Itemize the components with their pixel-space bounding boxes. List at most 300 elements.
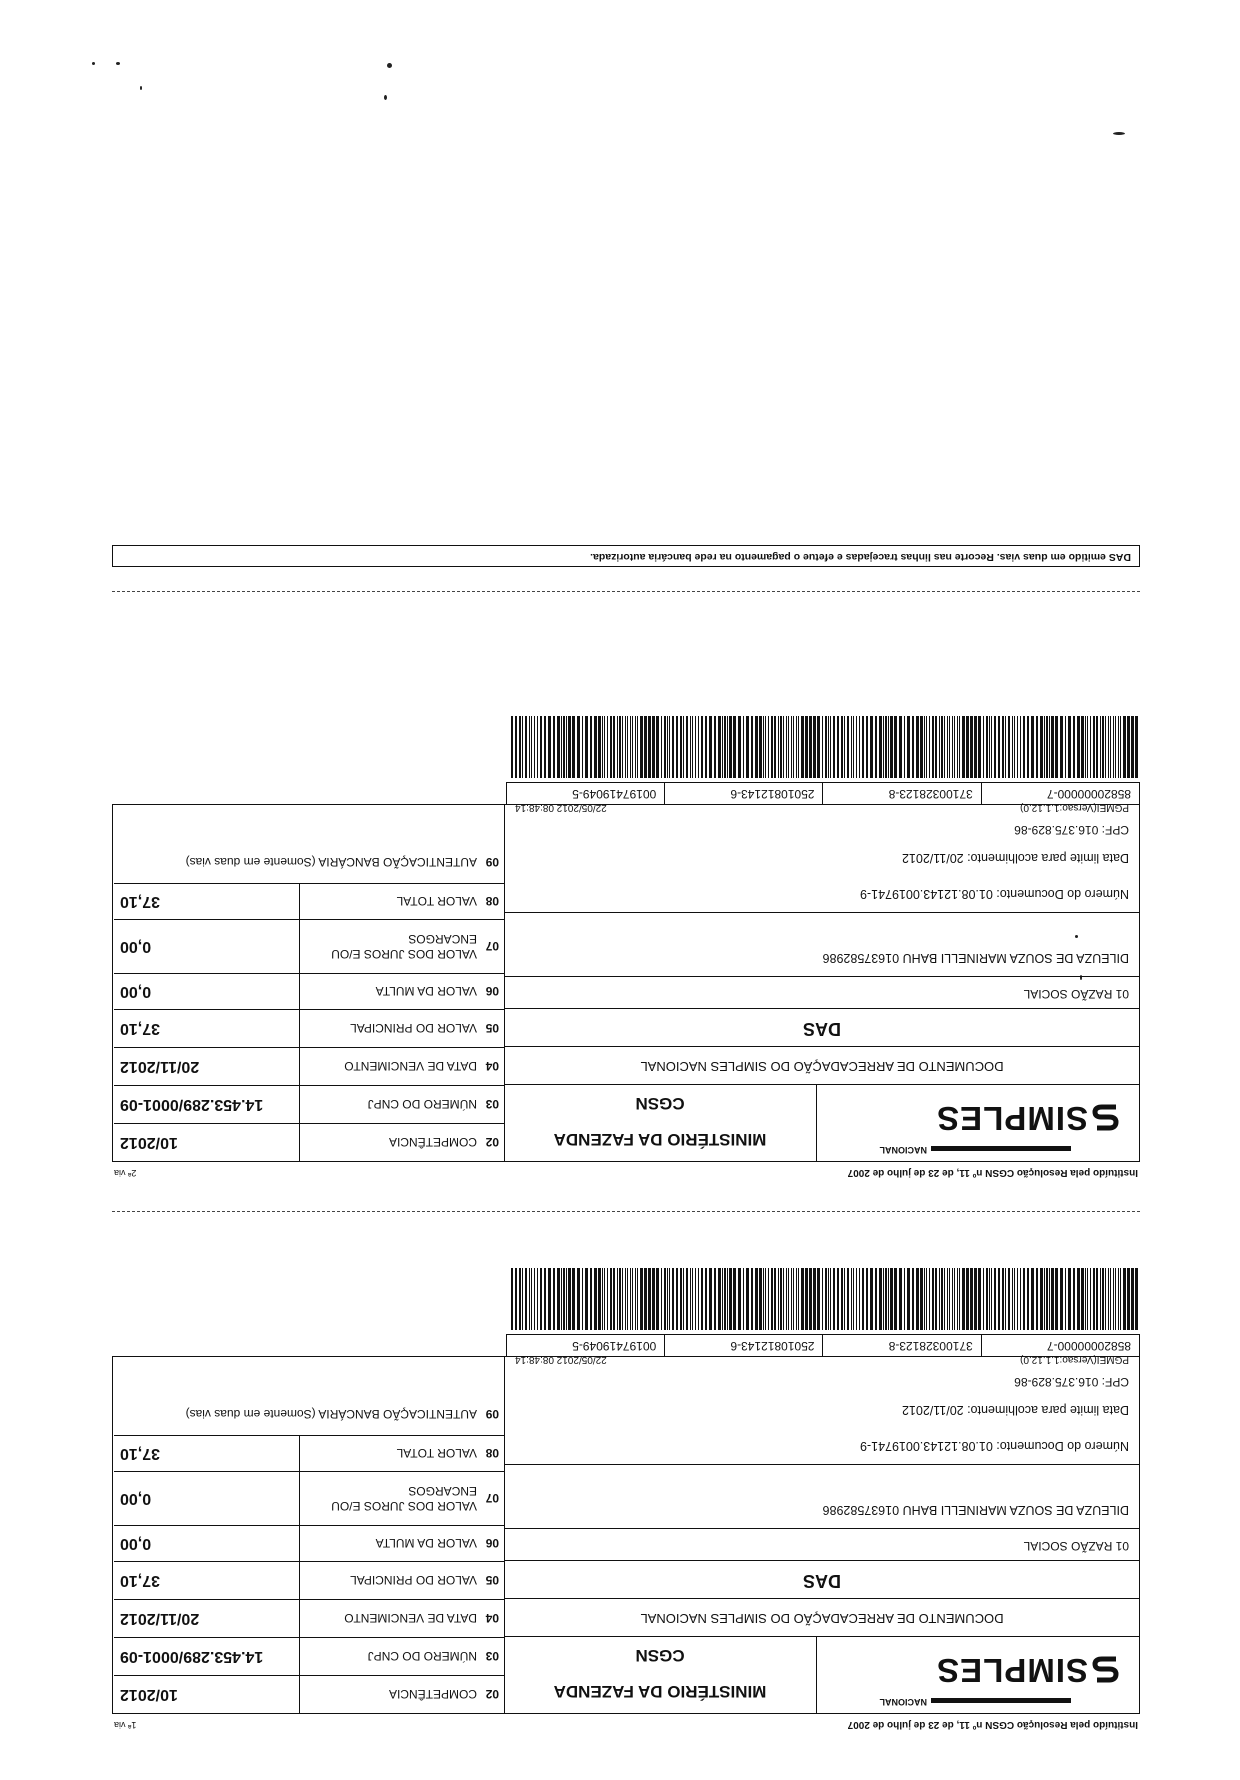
das-title: DAS: [803, 1571, 842, 1591]
barcode-bar: [617, 716, 618, 778]
barcode-bar: [746, 1268, 749, 1330]
field-vencimento: [114, 1047, 505, 1085]
barcode-bar: [1005, 1268, 1006, 1330]
barcode-bar: [1102, 1268, 1104, 1330]
barcode-bar: [755, 1268, 758, 1330]
barcode-bar: [801, 1268, 804, 1330]
barcode-bar: [796, 1268, 797, 1330]
field-label: VALOR DA MULTA: [375, 984, 477, 999]
barcode-bar: [746, 716, 749, 778]
barcode-bar: [941, 716, 943, 778]
barcode-bar: [632, 1268, 633, 1330]
barcode-bar: [1031, 1268, 1034, 1330]
barcode-bar: [833, 716, 835, 778]
barcode-bar: [798, 1268, 799, 1330]
barcode-bar: [837, 716, 839, 778]
field-value: 37,10: [120, 1572, 161, 1590]
field-valor-principal: [114, 1561, 505, 1599]
barcode-bar: [602, 1268, 603, 1330]
barcode-bar: [1036, 716, 1038, 778]
barcode-bar: [525, 716, 527, 778]
barcode-bar: [883, 1268, 884, 1330]
barcode-bar: [686, 716, 688, 778]
barcode-bar: [949, 1268, 950, 1330]
barcode-bar: [553, 1268, 555, 1330]
barcode-bar: [630, 1268, 631, 1330]
barcode-bar: [949, 716, 950, 778]
barcode-bar: [557, 716, 560, 778]
barcode-bar: [907, 1268, 910, 1330]
barcode-bar: [830, 1268, 831, 1330]
barcode-bar: [1073, 1268, 1075, 1330]
field-number: 08: [485, 894, 499, 909]
barcode-bar: [944, 716, 945, 778]
pgmei-version: PGMEI(Versao:1.1.12.0): [1020, 1354, 1129, 1365]
barcode-bar: [1102, 716, 1104, 778]
barcode-bar: [637, 716, 638, 778]
barcode-bar: [701, 716, 703, 778]
barcode-bar: [994, 716, 996, 778]
barcode-bar: [780, 716, 782, 778]
barcode-bar: [851, 716, 852, 778]
barcode-bar: [534, 1268, 535, 1330]
field-label: VALOR DOS JUROS E/OU ENCARGOS: [331, 1484, 477, 1514]
barcode-bar: [705, 1268, 707, 1330]
barcode-bar: [1093, 1268, 1095, 1330]
barcode-bar: [941, 1268, 943, 1330]
barcode-bar: [916, 1268, 919, 1330]
barcode-bar: [791, 716, 792, 778]
barcode-bar: [1115, 716, 1116, 778]
barcode-bar: [954, 716, 955, 778]
cgsn-title: CGSN: [635, 1094, 685, 1113]
field-value: 37,10: [120, 1445, 161, 1463]
barcode: [506, 716, 1140, 778]
barcode-bar: [788, 716, 789, 778]
barcode-bar: [765, 716, 766, 778]
field-label: COMPETÊNCIA: [388, 1687, 477, 1702]
barcode-bar: [974, 716, 977, 778]
field-cnpj: [114, 1085, 505, 1123]
barcode-bar: [970, 716, 973, 778]
barcode-bar: [529, 1268, 530, 1330]
barcode-bar: [962, 1268, 965, 1330]
barcode-bar: [1027, 716, 1029, 778]
barcode-bar: [572, 1268, 575, 1330]
barcode-bar: [718, 1268, 721, 1330]
barcode-bar: [519, 716, 521, 778]
barcode-bar: [1017, 1268, 1018, 1330]
field-value: 14.453.289/0001-09: [120, 1096, 264, 1114]
barcode-bar: [695, 1268, 696, 1330]
barcode-bar: [1090, 716, 1091, 778]
barcode-bar: [577, 1268, 580, 1330]
barcode: [506, 1268, 1140, 1330]
barcode-bar: [1120, 716, 1121, 778]
barcode-bar: [957, 1268, 958, 1330]
barcode-bar: [912, 1268, 914, 1330]
barcode-bar: [1135, 716, 1138, 778]
das-title: DAS: [803, 1019, 842, 1039]
barcode-bar: [828, 716, 829, 778]
barcode-bar: [862, 716, 864, 778]
barcode-bar: [548, 1268, 551, 1330]
barcode-bar: [661, 716, 662, 778]
barcode-bar: [724, 1268, 726, 1330]
barcode-bar: [625, 1268, 626, 1330]
barcode-bar: [622, 1268, 623, 1330]
barcode-bar: [610, 716, 612, 778]
field-valor-multa: [114, 1525, 505, 1561]
barcode-bar: [853, 716, 854, 778]
barcode-bar: [617, 1268, 618, 1330]
field-value: 0,00: [120, 1535, 152, 1553]
barcode-bar: [1068, 1268, 1071, 1330]
field-value: 0,00: [120, 983, 152, 1001]
field-value: 37,10: [120, 1020, 161, 1038]
field-autenticacao: [114, 1355, 505, 1435]
barcode-bar: [1040, 716, 1043, 778]
barcode-bar: [598, 716, 601, 778]
barcode-bar: [1040, 1268, 1043, 1330]
barcode-bar: [1113, 1268, 1114, 1330]
barcode-bar: [774, 1268, 776, 1330]
barcode-bar: [765, 1268, 766, 1330]
barcode-bar: [590, 1268, 592, 1330]
barcode-bar: [833, 1268, 835, 1330]
barcode-bar: [1113, 716, 1114, 778]
barcode-bar: [698, 1268, 699, 1330]
scan-speck: [92, 62, 95, 65]
logo-name: SIMPLES: [936, 1652, 1088, 1689]
field-label: DATA DE VENCIMENTO: [344, 1611, 477, 1626]
barcode-bar: [1008, 1268, 1010, 1330]
barcode-bar: [791, 1268, 792, 1330]
field-valor-multa: [114, 973, 505, 1009]
barcode-bar: [947, 1268, 948, 1330]
emission-notice: DAS emitido em duas vias. Recorte nas linhas tracejadas e efetue o pagamento na rede bancária autorizada.: [112, 545, 1140, 567]
field-competencia: [114, 1123, 505, 1161]
field-number: 04: [485, 1059, 499, 1074]
das-main-table: [112, 1356, 1140, 1714]
barcode-bar: [1017, 716, 1018, 778]
barcode-bar: [553, 716, 555, 778]
barcode-bar: [1031, 716, 1034, 778]
field-value: 10/2012: [120, 1686, 178, 1704]
barcode-bar: [619, 1268, 621, 1330]
barcode-bar: [1023, 716, 1025, 778]
barcode-bar: [998, 716, 1000, 778]
barcode-bar: [830, 716, 831, 778]
field-label: NÚMERO DO CNPJ: [367, 1649, 477, 1664]
barcode-bar: [774, 716, 776, 778]
barcode-bar: [515, 1268, 517, 1330]
barcode-bar: [1127, 1268, 1130, 1330]
cpf: CPF: 016.375.829-86: [1014, 1375, 1129, 1389]
barcode-bar: [939, 1268, 940, 1330]
barcode-bar: [683, 1268, 684, 1330]
barcode-bar: [1051, 1268, 1054, 1330]
barcode-bar: [952, 1268, 953, 1330]
razao-social-value: DILEUZA DE SOUZA MARINELLI BAHU 01637582986: [822, 1503, 1129, 1517]
barcode-bar: [1023, 1268, 1025, 1330]
barcode-bar: [1135, 1268, 1138, 1330]
barcode-bar: [709, 1268, 712, 1330]
barcode-bar: [763, 716, 764, 778]
cpf: CPF: 016.375.829-86: [1014, 823, 1129, 837]
barcode-bar: [1100, 1268, 1101, 1330]
barcode-bar: [738, 1268, 741, 1330]
field-label: VALOR DO PRINCIPAL: [350, 1573, 477, 1588]
barcode-bar: [1131, 716, 1134, 778]
simples-logo: [816, 1637, 1139, 1713]
emission-timestamp: 22/05/2012 08:48:14: [515, 802, 607, 813]
barcode-bar: [1014, 1268, 1015, 1330]
barcode-bar: [692, 1268, 693, 1330]
field-valor-juros: [114, 1471, 505, 1525]
barcode-bar: [598, 1268, 601, 1330]
barcode-bar: [632, 716, 633, 778]
barcode-bar: [759, 1268, 762, 1330]
barcode-bar: [604, 716, 605, 778]
barcode-bar: [1055, 716, 1058, 778]
barcode-bar: [652, 1268, 655, 1330]
barcode-bar: [1118, 716, 1119, 778]
barcode-bar: [998, 1268, 1000, 1330]
barcode-bar: [607, 1268, 608, 1330]
das-main-table: [112, 804, 1140, 1162]
barcode-bar: [793, 1268, 794, 1330]
barcode-bar: [577, 716, 580, 778]
field-label: VALOR DOS JUROS E/OU ENCARGOS: [331, 932, 477, 962]
barcode-bar: [885, 1268, 887, 1330]
field-label: AUTENTICAÇÃO BANCÁRIA (Somente em duas vias): [185, 855, 477, 869]
barcode-bar: [613, 1268, 615, 1330]
barcode-bar: [805, 716, 808, 778]
fields-column: [114, 805, 505, 1161]
barcode-bar: [866, 1268, 868, 1330]
barcode-bar: [959, 1268, 960, 1330]
barcode-bar: [879, 716, 882, 778]
barcode-bar: [962, 716, 965, 778]
barcode-bar: [859, 1268, 860, 1330]
barcode-bar: [661, 1268, 662, 1330]
barcode-bar: [851, 1268, 852, 1330]
barcode-bar: [924, 1268, 925, 1330]
barcode-bar: [841, 716, 843, 778]
barcode-bar: [1096, 716, 1098, 778]
field-value: 20/11/2012: [120, 1058, 200, 1076]
barcode-bar: [594, 716, 597, 778]
barcode-bar: [888, 716, 889, 778]
barcode-bar: [585, 1268, 588, 1330]
barcode-bar: [1120, 1268, 1121, 1330]
field-number: 05: [485, 1021, 499, 1036]
barcode-bar: [991, 1268, 992, 1330]
barcode-bar: [1131, 1268, 1134, 1330]
barcode-bar: [714, 716, 716, 778]
field-number: 09: [485, 1407, 499, 1421]
barcode-bar: [648, 1268, 651, 1330]
barcode-bar: [899, 716, 902, 778]
barcode-bar: [644, 716, 647, 778]
barcode-bar: [544, 716, 546, 778]
barcode-bar: [907, 716, 910, 778]
field-label: VALOR TOTAL: [396, 894, 477, 909]
barcode-bar: [920, 1268, 923, 1330]
barcode-digit-group: 00197419049-5: [506, 783, 664, 804]
barcode-digit-group: 85820000000-7: [981, 1335, 1139, 1356]
field-number: 03: [485, 1649, 499, 1664]
barcode-bar: [627, 716, 628, 778]
barcode-bar: [613, 716, 615, 778]
barcode-bar: [1065, 1268, 1066, 1330]
barcode-bar: [727, 716, 728, 778]
barcode-bar: [920, 716, 923, 778]
razao-social-label: 01 RAZÃO SOCIAL: [1023, 987, 1129, 1001]
field-vencimento: [114, 1599, 505, 1637]
barcode-bar: [676, 716, 678, 778]
barcode-bar: [1060, 716, 1063, 778]
barcode-bar: [619, 716, 621, 778]
barcode-bar: [511, 716, 513, 778]
barcode-bar: [640, 716, 643, 778]
barcode-bar: [924, 716, 925, 778]
barcode-bar: [1044, 716, 1045, 778]
barcode-bar: [783, 1268, 784, 1330]
barcode-bar: [680, 1268, 682, 1330]
barcode-bar: [986, 716, 988, 778]
barcode-bar: [1110, 716, 1111, 778]
barcode-bar: [813, 716, 816, 778]
barcode-bar: [635, 716, 636, 778]
barcode-bar: [529, 716, 530, 778]
barcode-bar: [698, 716, 699, 778]
barcode-bar: [522, 716, 523, 778]
barcode-bar: [813, 1268, 816, 1330]
barcode-bar: [1127, 716, 1130, 778]
barcode-bar: [1005, 716, 1006, 778]
barcode-bar: [1077, 1268, 1080, 1330]
barcode-bar: [1110, 1268, 1111, 1330]
logo-bar: [931, 1146, 1071, 1151]
barcode-bar: [989, 1268, 990, 1330]
field-number: 04: [485, 1611, 499, 1626]
barcode-bar: [894, 716, 897, 778]
barcode-bar: [904, 716, 905, 778]
barcode-bar: [582, 716, 583, 778]
barcode-bar: [994, 1268, 996, 1330]
barcode-bar: [1012, 716, 1013, 778]
barcode-bar: [926, 716, 927, 778]
barcode-bar: [548, 716, 551, 778]
barcode-bar: [695, 716, 696, 778]
barcode-bar: [652, 716, 655, 778]
field-valor-total: [114, 1435, 505, 1471]
barcode-bar: [847, 1268, 849, 1330]
barcode-bar: [625, 716, 626, 778]
cut-line: [112, 591, 1140, 592]
field-number: 03: [485, 1097, 499, 1112]
barcode-bar: [841, 1268, 843, 1330]
barcode-bar: [1108, 1268, 1109, 1330]
barcode-bar: [1105, 1268, 1106, 1330]
barcode-bar: [563, 716, 565, 778]
barcode-bar: [733, 1268, 736, 1330]
barcode-bar: [540, 716, 542, 778]
barcode-bar: [866, 716, 868, 778]
barcode-bar: [1060, 1268, 1063, 1330]
ministerio-title: MINISTÉRIO DA FAZENDA: [553, 1130, 767, 1149]
barcode-bar: [680, 716, 682, 778]
logo-name: SIMPLES: [936, 1100, 1088, 1137]
barcode-bar: [947, 716, 948, 778]
barcode-bar: [701, 1268, 703, 1330]
barcode-bar: [825, 1268, 827, 1330]
barcode-bar: [644, 1268, 647, 1330]
barcode-bar: [729, 716, 732, 778]
barcode-bar: [875, 716, 877, 778]
barcode-bar: [959, 716, 960, 778]
barcode-bar: [566, 1268, 567, 1330]
barcode-bar: [856, 1268, 857, 1330]
barcode-bar: [809, 1268, 812, 1330]
barcode-bar: [594, 1268, 597, 1330]
emission-timestamp: 22/05/2012 08:48:14: [515, 1354, 607, 1365]
data-limite: Data limite para acolhimento: 20/11/2012: [902, 851, 1129, 865]
barcode-bar: [970, 1268, 973, 1330]
barcode-bar: [780, 1268, 782, 1330]
barcode-bar: [722, 1268, 723, 1330]
logo-subtitle: NACIONAL: [879, 1145, 927, 1155]
barcode-bar: [672, 716, 674, 778]
barcode-bar: [525, 1268, 527, 1330]
field-label: COMPETÊNCIA: [388, 1135, 477, 1150]
barcode-bar: [705, 716, 707, 778]
barcode-bar: [822, 1268, 823, 1330]
barcode-bar: [630, 716, 631, 778]
barcode-bar: [667, 1268, 668, 1330]
barcode-digit-group: 00197419049-5: [506, 1335, 664, 1356]
barcode-bar: [1105, 716, 1106, 778]
barcode-bar: [870, 716, 873, 778]
field-number: 07: [485, 1491, 499, 1506]
scan-speck: [387, 63, 392, 68]
scan-speck: [116, 62, 120, 65]
barcode-bar: [1008, 716, 1010, 778]
das-form-via1: [112, 1263, 1140, 1732]
barcode-bar: [683, 716, 684, 778]
barcode-bar: [825, 716, 827, 778]
barcode-bar: [978, 716, 981, 778]
field-cnpj: [114, 1637, 505, 1675]
barcode-bar: [822, 716, 823, 778]
barcode-bar: [690, 1268, 691, 1330]
numero-documento: Número do Documento: 01.08.12143.0019741-9: [860, 1439, 1129, 1453]
barcode-bar: [656, 716, 659, 778]
barcode-bar: [1036, 1268, 1038, 1330]
barcode-bar: [557, 1268, 560, 1330]
barcode-digit-group: 85820000000-7: [981, 783, 1139, 804]
barcode-bar: [890, 716, 893, 778]
barcode-bar: [966, 1268, 969, 1330]
barcode-bar: [1051, 716, 1054, 778]
barcode-bar: [771, 716, 773, 778]
barcode-bar: [568, 716, 571, 778]
barcode-bar: [885, 716, 887, 778]
barcode-bar: [627, 1268, 628, 1330]
barcode-bar: [1081, 1268, 1084, 1330]
